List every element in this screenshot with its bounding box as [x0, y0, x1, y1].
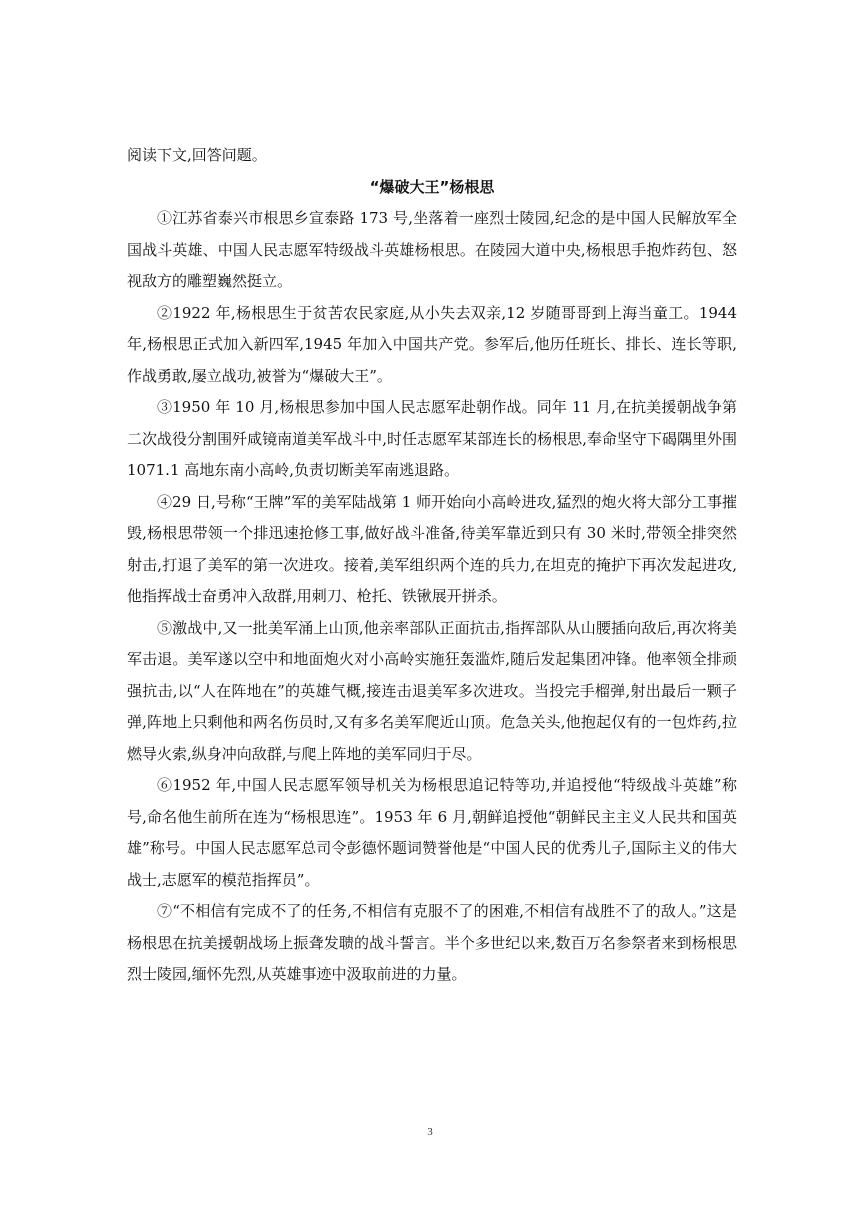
reading-instruction: 阅读下文,回答问题。 — [127, 146, 267, 164]
article-title: “爆破大王”杨根思 — [369, 177, 495, 196]
paragraph-3: ③1950 年 10 月,杨根思参加中国人民志愿军赴朝作战。同年 11 月,在抗美援朝战争第二次战役分割围歼咸镜南道美军战斗中,时任志愿军某部连长的杨根思,奉命坚守下碣隅里外围 1071.1 高地东南小高岭,负责切断美军南逃退路。 — [127, 398, 737, 479]
paragraph-4: ④29 日,号称“王牌”军的美军陆战第 1 师开始向小高岭进攻,猛烈的炮火将大部分工事摧毁,杨根思带领一个排迅速抢修工事,做好战斗准备,待美军靠近到只有 30 米时,带领全排突然射击,打退了美军的第一次进攻。接着,美军组织两个连的兵力,在坦克的掩护下再次发起进攻,他指挥战士奋勇冲入敌群,用刺刀、枪托、铁锹展开拼杀。 — [127, 492, 737, 605]
paragraph-5: ⑤激战中,又一批美军涌上山顶,他亲率部队正面抗击,指挥部队从山腰插向敌后,再次将美军击退。美军遂以空中和地面炮火对小高岭实施狂轰滥炸,随后发起集团冲锋。他率领全排顽强抗击,以“人在阵地在”的英雄气概,接连击退美军多次进攻。当投完手榴弹,射出最后一颗子弹,阵地上只剩他和两名伤员时,又有多名美军爬近山顶。危急关头,他抱起仅有的一包炸药,拉燃导火索,纵身冲向敌群,与爬上阵地的美军同归于尽。 — [127, 618, 737, 763]
paragraph-6: ⑥1952 年,中国人民志愿军领导机关为杨根思追记特等功,并追授他“特级战斗英雄”称号,命名他生前所在连为“杨根思连”。1953 年 6 月,朝鲜追授他“朝鲜民主主义人民共和国英雄”称号。中国人民志愿军总司令彭德怀题词赞誉他是“中国人民的优秀儿子,国际主义的伟大战士,志愿军的模范指挥员”。 — [127, 776, 737, 889]
paragraph-1: ①江苏省泰兴市根思乡宣泰路 173 号,坐落着一座烈士陵园,纪念的是中国人民解放军全国战斗英雄、中国人民志愿军特级战斗英雄杨根思。在陵园大道中央,杨根思手抱炸药包、怒视敌方的雕塑巍然挺立。 — [127, 209, 737, 290]
document-body — [127, 140, 737, 991]
paragraph-2: ②1922 年,杨根思生于贫苦农民家庭,从小失去双亲,12 岁随哥哥到上海当童工。1944 年,杨根思正式加入新四军,1945 年加入中国共产党。参军后,他历任班长、排长、连长等职,作战勇敢,屡立战功,被誉为“爆破大王”。 — [127, 303, 737, 385]
page-number: 3 — [427, 1126, 433, 1138]
paragraph-7: ⑦“不相信有完成不了的任务,不相信有克服不了的困难,不相信有战胜不了的敌人。”这是杨根思在抗美援朝战场上振聋发聩的战斗誓言。半个多世纪以来,数百万名参祭者来到杨根思烈士陵园,缅怀先烈,从英雄事迹中汲取前进的力量。 — [127, 902, 737, 983]
